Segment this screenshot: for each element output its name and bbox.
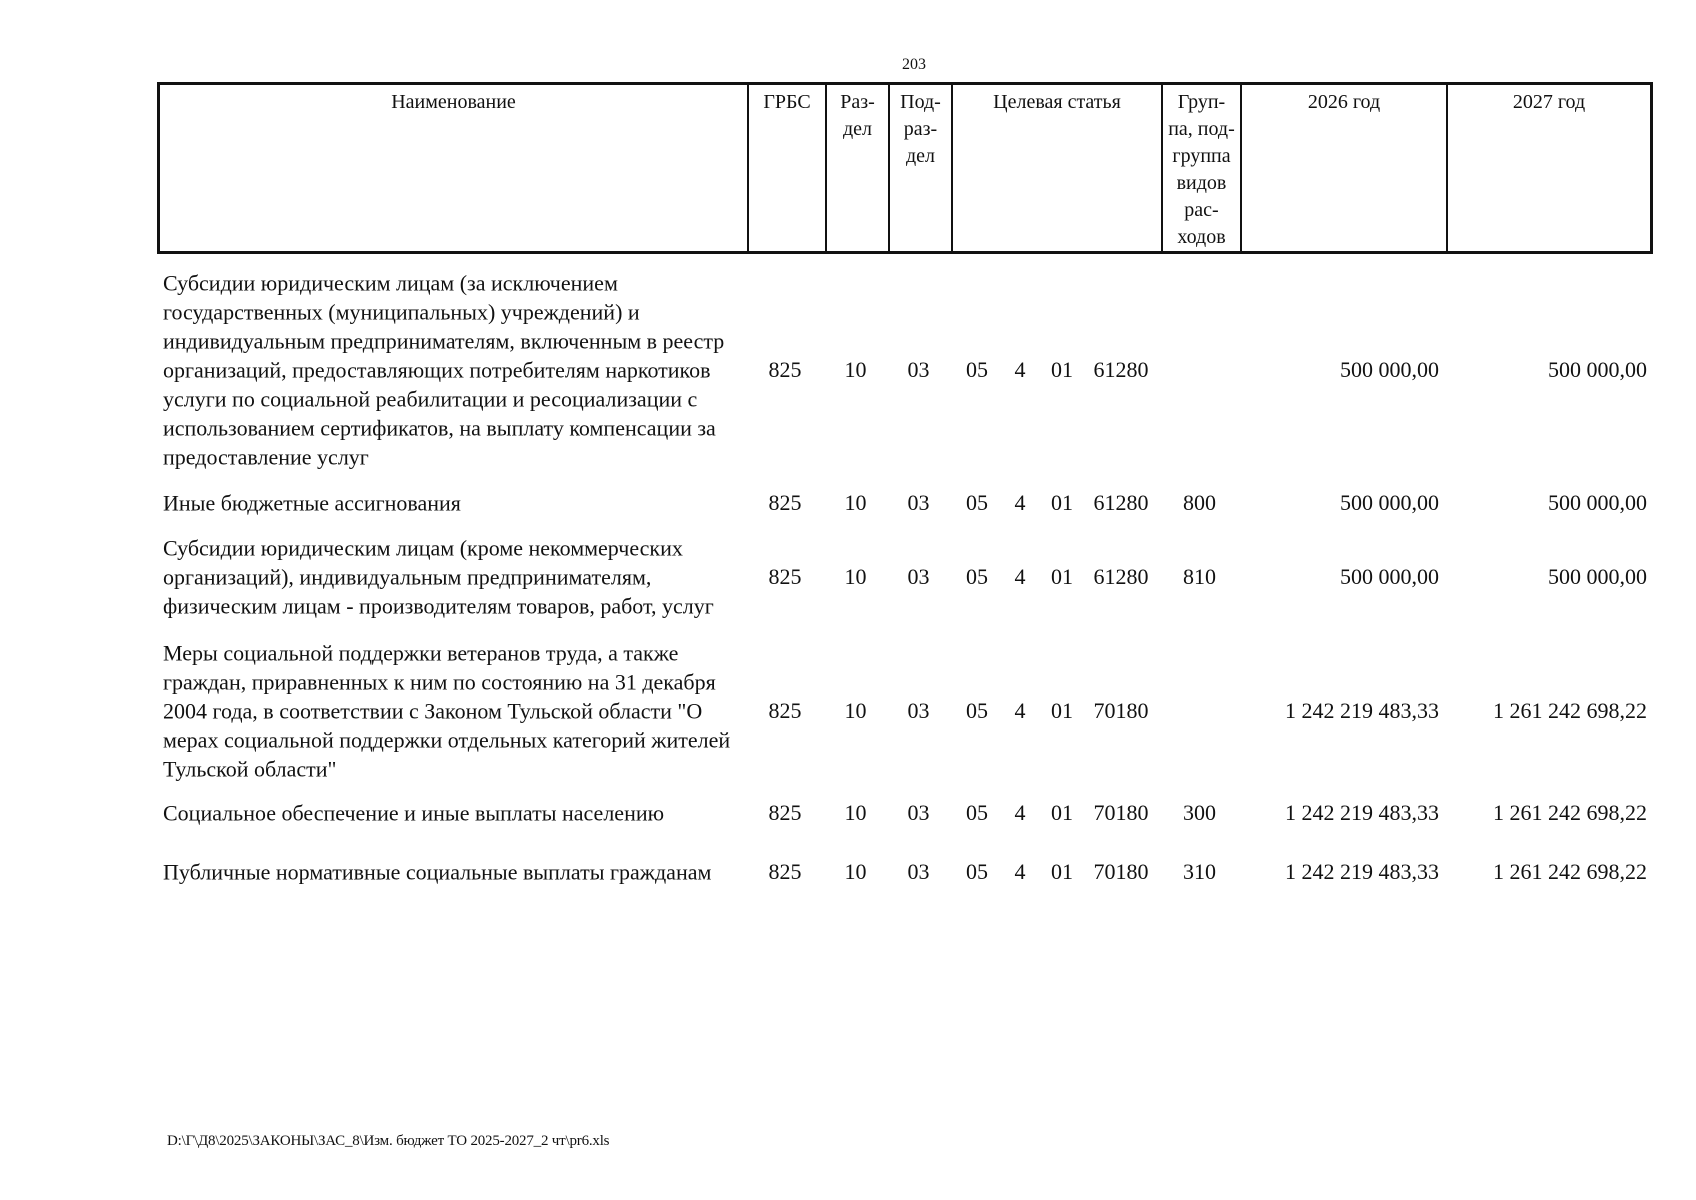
table-row <box>157 266 1653 474</box>
row-podrazdel: 03 <box>907 357 930 382</box>
row-name: Иные бюджетные ассигнования <box>163 490 461 516</box>
row-gruppa: 300 <box>1183 800 1216 825</box>
row-cs-direction: 61280 <box>1093 357 1149 382</box>
row-cs-direction: 70180 <box>1093 859 1149 884</box>
page-number: 203 <box>902 56 926 73</box>
header-year-2027: 2027 год <box>1512 91 1586 113</box>
row-amount-2026: 1 242 219 483,33 <box>1285 800 1439 825</box>
table-row <box>157 637 1653 785</box>
table-row <box>157 842 1653 902</box>
row-amount-2027: 500 000,00 <box>1548 490 1647 515</box>
header-celevaya-statya: Целевая статья <box>953 85 1163 251</box>
row-razdel: 10 <box>844 357 867 382</box>
row-amount-2026: 1 242 219 483,33 <box>1285 859 1439 884</box>
row-razdel: 10 <box>844 564 867 589</box>
table-header <box>157 82 1653 254</box>
row-razdel: 10 <box>844 800 867 825</box>
row-amount-2027: 1 261 242 698,22 <box>1493 800 1647 825</box>
row-cs-program: 05 <box>966 490 988 515</box>
row-gruppa <box>1160 637 1239 785</box>
row-podrazdel: 03 <box>907 564 930 589</box>
row-name: Субсидии юридическим лицам (кроме некоммерческих организаций), индивидуальным предпринимателям, физическим лицам - производителям товаров, работ, услуг <box>163 535 714 619</box>
row-razdel: 10 <box>844 698 867 723</box>
row-cs-type: 4 <box>1014 800 1026 825</box>
row-amount-2027: 1 261 242 698,22 <box>1493 859 1647 884</box>
row-cs-program: 05 <box>966 859 988 884</box>
row-grbs: 825 <box>768 564 802 589</box>
row-razdel: 10 <box>844 490 867 515</box>
row-cs-direction: 61280 <box>1093 564 1149 589</box>
row-cs-direction: 70180 <box>1093 800 1149 825</box>
row-amount-2026: 500 000,00 <box>1340 564 1439 589</box>
row-amount-2026: 500 000,00 <box>1340 490 1439 515</box>
table-row <box>157 798 1653 828</box>
row-cs-type: 4 <box>1014 357 1026 382</box>
header-razdel: Раз- дел <box>827 85 890 251</box>
row-cs-event: 01 <box>1051 800 1073 825</box>
row-amount-2026: 1 242 219 483,33 <box>1285 698 1439 723</box>
row-cs-program: 05 <box>966 698 988 723</box>
row-name: Социальное обеспечение и иные выплаты населению <box>163 800 665 826</box>
header-year-2026: 2026 год <box>1242 85 1448 251</box>
header-grbs: ГРБС <box>749 85 827 251</box>
row-grbs: 825 <box>768 490 802 515</box>
row-gruppa: 800 <box>1183 490 1216 515</box>
row-cs-type: 4 <box>1014 859 1026 884</box>
row-cs-program: 05 <box>966 800 988 825</box>
row-grbs: 825 <box>768 859 802 884</box>
row-cs-direction: 61280 <box>1093 490 1149 515</box>
row-cs-program: 05 <box>966 357 988 382</box>
row-cs-type: 4 <box>1014 490 1026 515</box>
row-cs-event: 01 <box>1051 564 1073 589</box>
row-razdel: 10 <box>844 859 867 884</box>
row-gruppa <box>1160 266 1239 474</box>
row-grbs: 825 <box>768 800 802 825</box>
row-cs-event: 01 <box>1051 357 1073 382</box>
file-path: D:\Г\Д8\2025\ЗАКОНЫ\ЗАС_8\Изм. бюджет ТО 2025-2027_2 чт\pr6.xls <box>167 1133 610 1149</box>
header-gruppa: Груп- па, под- группа видов рас- ходов <box>1163 85 1242 251</box>
row-grbs: 825 <box>768 357 802 382</box>
header-podrazdel: Под- раз- дел <box>890 85 953 251</box>
header-name: Наименование <box>160 85 749 251</box>
row-amount-2027: 1 261 242 698,22 <box>1493 698 1647 723</box>
row-podrazdel: 03 <box>907 859 930 884</box>
row-podrazdel: 03 <box>907 800 930 825</box>
row-cs-event: 01 <box>1051 490 1073 515</box>
row-amount-2027: 500 000,00 <box>1548 564 1647 589</box>
row-gruppa: 810 <box>1183 564 1216 589</box>
table-row <box>157 488 1653 518</box>
row-name: Публичные нормативные социальные выплаты гражданам <box>163 859 712 885</box>
row-cs-direction: 70180 <box>1093 698 1149 723</box>
row-amount-2027: 500 000,00 <box>1548 357 1647 382</box>
row-grbs: 825 <box>768 698 802 723</box>
row-name: Меры социальной поддержки ветеранов труда, а также граждан, приравненных к ним по состоянию на 31 декабря 2004 года, в соответствии с Законом Тульской области "О мерах социальной поддержки отдельных категорий жителей Тульской области" <box>163 640 731 782</box>
row-cs-event: 01 <box>1051 698 1073 723</box>
row-cs-type: 4 <box>1014 698 1026 723</box>
row-gruppa: 310 <box>1183 859 1216 884</box>
row-amount-2026: 500 000,00 <box>1340 357 1439 382</box>
row-cs-type: 4 <box>1014 564 1026 589</box>
row-name: Субсидии юридическим лицам (за исключением государственных (муниципальных) учреждений) и индивидуальным предпринимателям, включенным в реестр организаций, предоставляющих потребителям наркотиков услуги по социальной реабилитации и ресоциализации с использованием сертификатов, на выплату компенсации за предоставление услуг <box>163 270 725 470</box>
table-row <box>157 518 1653 636</box>
row-cs-program: 05 <box>966 564 988 589</box>
row-podrazdel: 03 <box>907 698 930 723</box>
row-podrazdel: 03 <box>907 490 930 515</box>
row-cs-event: 01 <box>1051 859 1073 884</box>
